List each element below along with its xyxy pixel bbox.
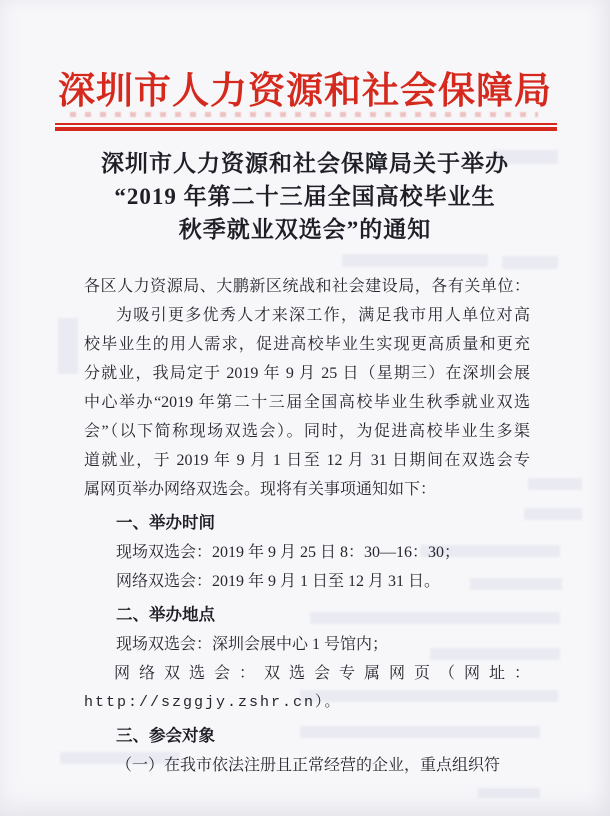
document-title-line: “2019 年第二十三届全国高校毕业生: [114, 184, 496, 209]
doc-line: 网络双选会：双选会专属网页（网址：: [114, 665, 530, 682]
doc-line: （一）在我市依法注册且正常经营的企业，重点组织符: [116, 757, 501, 774]
doc-line: 属网页举办网络双选会。现将有关事项通知如下：: [84, 481, 437, 498]
letterhead-agency-name: 深圳市人力资源和社会保障局: [58, 71, 552, 112]
doc-line: 现场双选会：深圳会展中心 1 号馆内；: [116, 636, 389, 653]
bleed-through-ghost: [502, 256, 558, 269]
website-url-line: http://szggjy.zshr.cn）。: [84, 694, 342, 711]
salutation-line: 各区人力资源局、大鹏新区统战和社会建设局，各有关单位：: [84, 278, 530, 295]
doc-line: 网络双选会：2019 年 9 月 1 日至 12 月 31 日。: [116, 573, 441, 590]
document-title: [0, 147, 610, 246]
document-title-line: 秋季就业双选会”的通知: [178, 217, 432, 242]
section-heading-3: 三、参会对象: [116, 727, 215, 745]
document-title-line: 深圳市人力资源和社会保障局关于举办: [101, 151, 509, 176]
doc-line: 中心举办“2019 年第二十三届全国高校毕业生秋季就业双选: [84, 394, 530, 411]
bleed-through-ghost: [58, 318, 78, 374]
document-body: [84, 272, 530, 780]
bleed-through-ghost: [478, 788, 540, 798]
bleed-through-ghost: [528, 478, 582, 490]
section-heading-2: 二、举办地点: [116, 606, 215, 624]
doc-line: 分就业，我局定于 2019 年 9 月 25 日（星期三）在深圳会展: [84, 365, 530, 382]
doc-line: 道就业，于 2019 年 9 月 1 日至 12 月 31 日期间在双选会专: [84, 452, 530, 469]
letterhead-divider-line: [55, 123, 557, 131]
bleed-through-ghost: [342, 254, 488, 267]
doc-line: 为吸引更多优秀人才来深工作，满足我市用人单位对高: [116, 307, 530, 324]
doc-line: 校毕业生的用人需求，促进高校毕业生实现更高质量和更充: [84, 336, 530, 353]
doc-line: 会”（以下简称现场双选会）。同时，为促进高校毕业生多渠: [84, 423, 530, 440]
bleed-through-ghost: [524, 508, 582, 520]
section-heading-1: 一、举办时间: [116, 514, 215, 532]
doc-line: 现场双选会：2019 年 9 月 25 日 8：30—16：30；: [116, 544, 461, 561]
